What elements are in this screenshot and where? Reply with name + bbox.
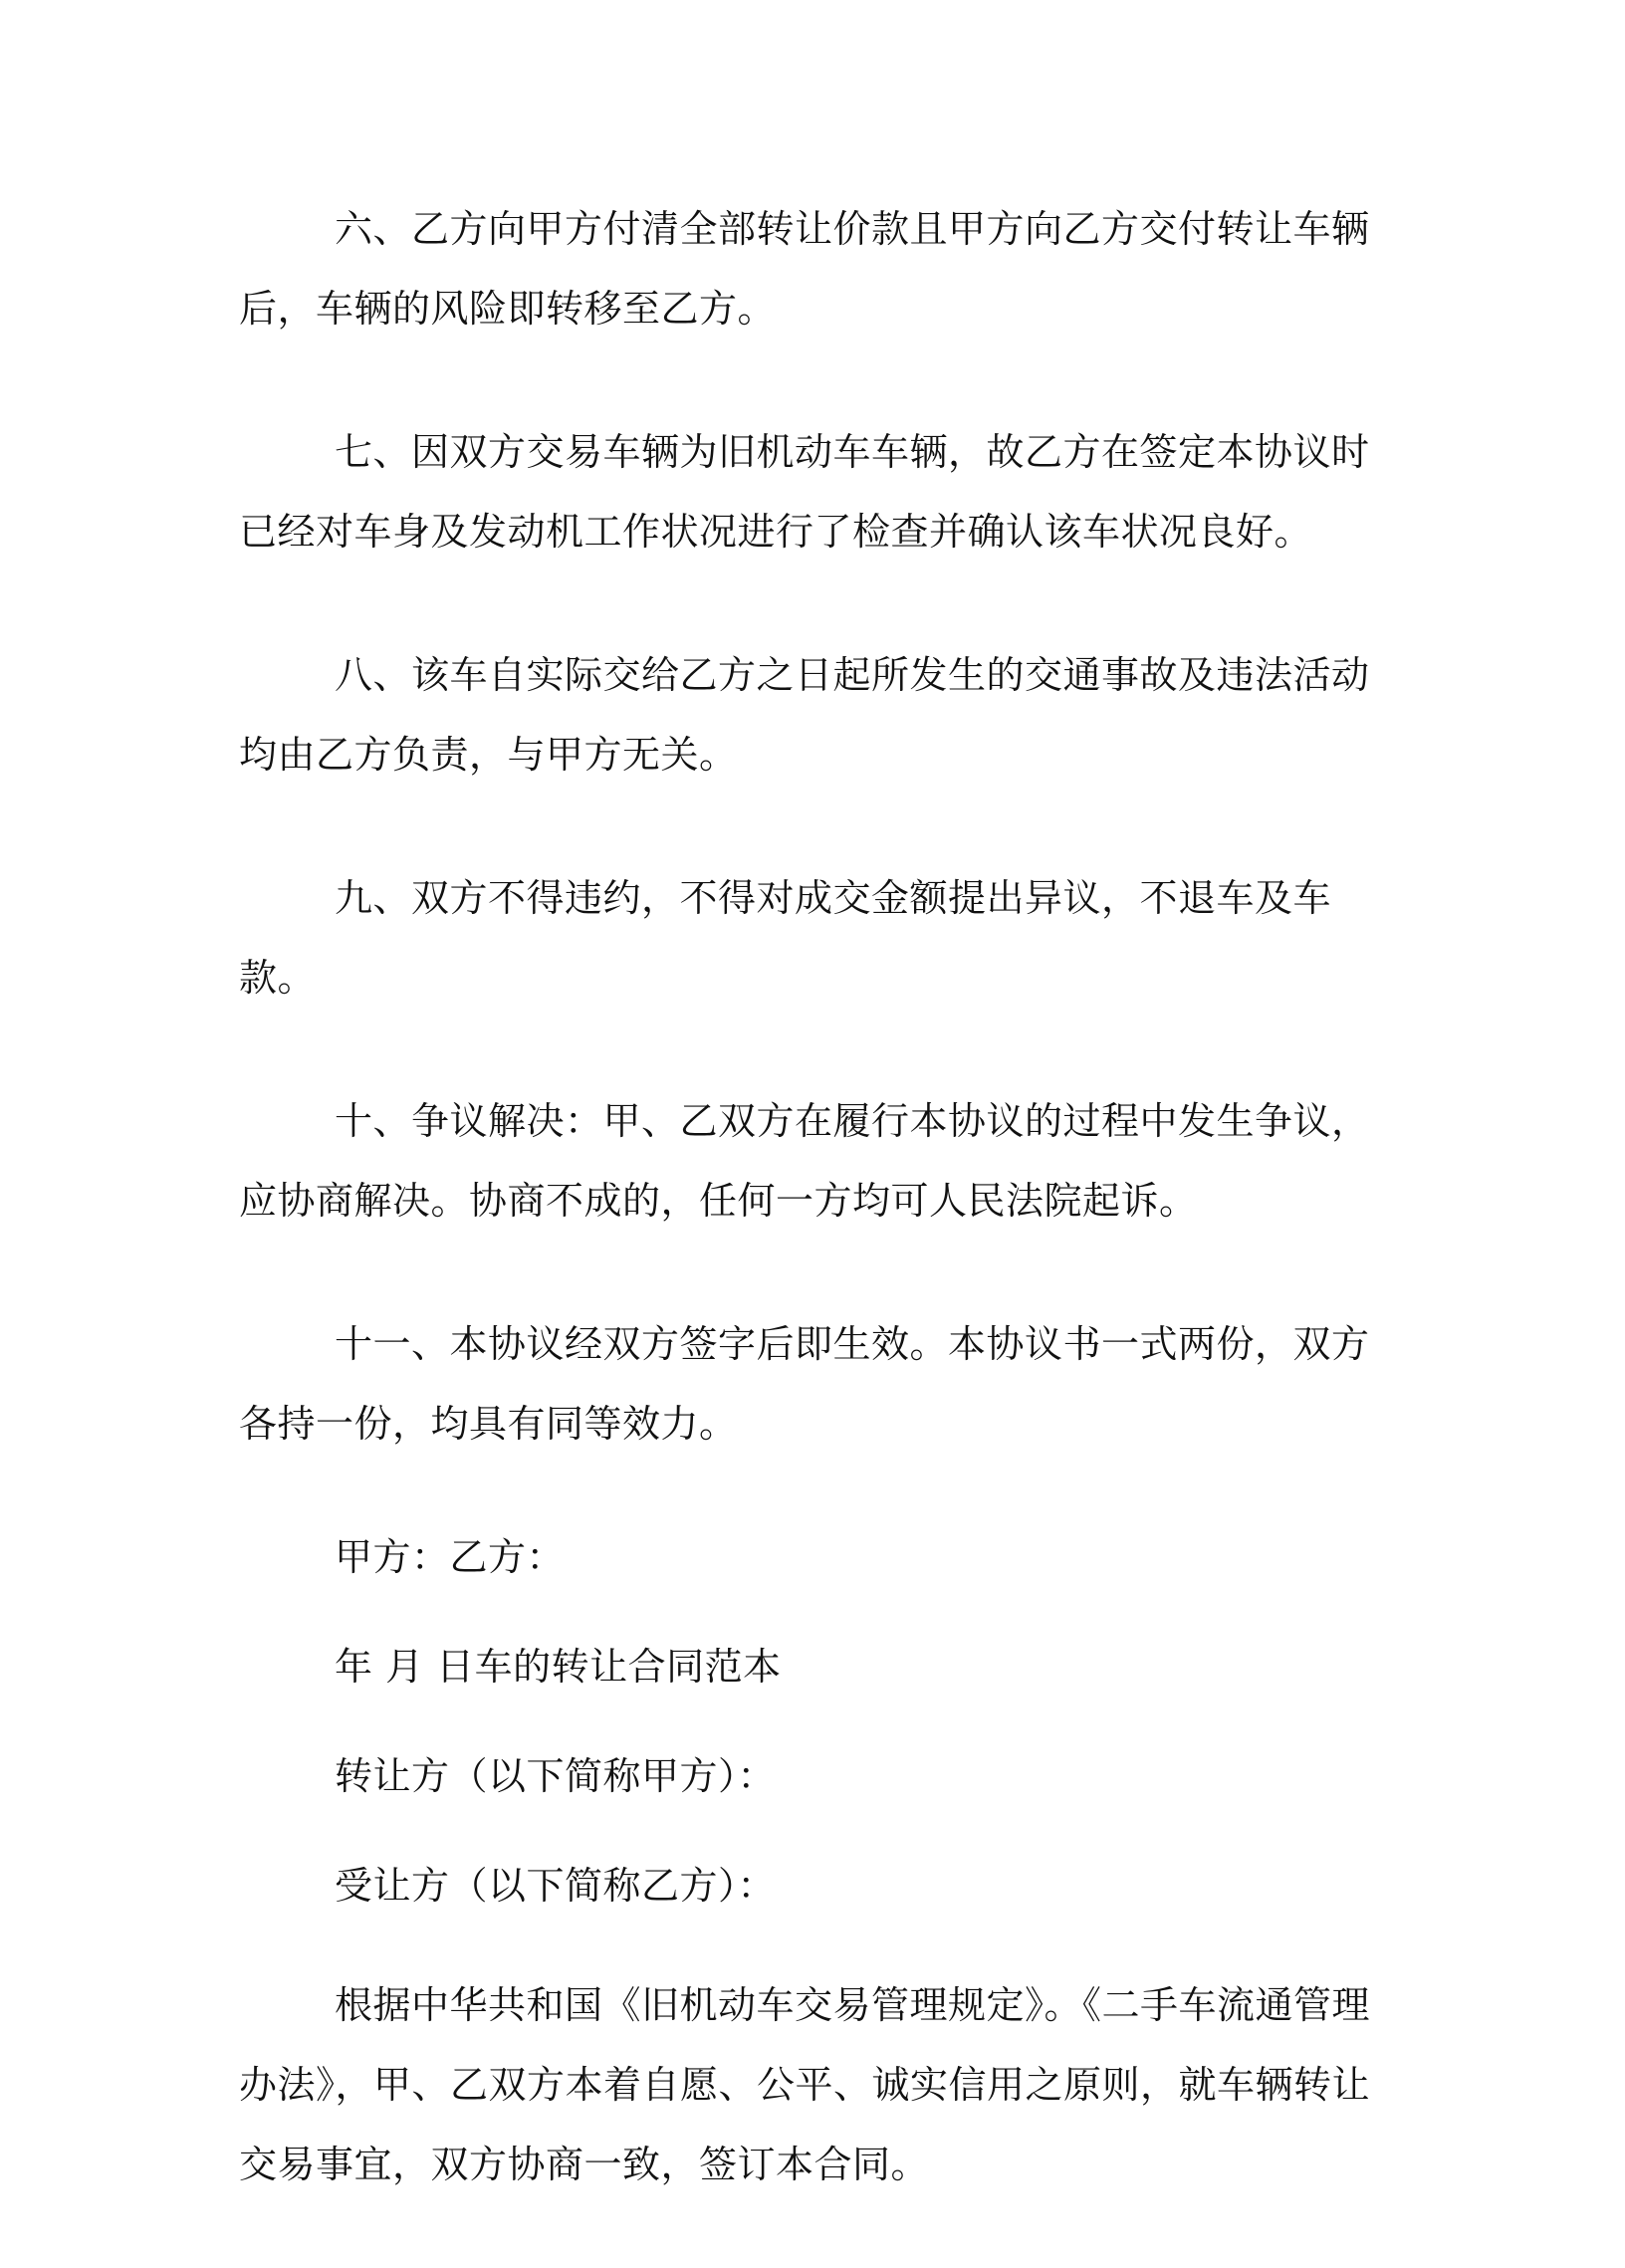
clause-10: 十、争议解决：甲、乙双方在履行本协议的过程中发生争议，应协商解决。协商不成的，任何一方均可人民法院起诉。 [239,1099,1370,1223]
contract-preamble: 根据中华共和国《旧机动车交易管理规定》。《二手车流通管理办法》，甲、乙双方本着自愿、公平、诚实信用之原则，就车辆转让交易事宜，双方协商一致，签订本合同。 [239,1983,1371,2186]
clause-9: 九、双方不得违约，不得对成交金额提出异议，不退车及车款。 [239,876,1332,1000]
clause-6: 六、乙方向甲方付清全部转让价款且甲方向乙方交付转让车辆后，车辆的风险即转移至乙方。 [239,207,1370,331]
transferee-line: 受让方（以下简称乙方）： [335,1864,777,1908]
clause-11: 十一、本协议经双方签字后即生效。本协议书一式两份，双方各持一份，均具有同等效力。 [239,1322,1370,1446]
clause-7: 七、因双方交易车辆为旧机动车车辆，故乙方在签定本协议时已经对车身及发动机工作状况进行了检查并确认该车状况良好。 [239,430,1370,554]
clause-8: 八、该车自实际交给乙方之日起所发生的交通事故及违法活动均由乙方负责，与甲方无关。 [239,653,1370,777]
transferor-line: 转让方（以下简称甲方）： [335,1754,777,1798]
document-body [239,189,1384,2268]
date-and-template-title: 年 月 日车的转让合同范本 [335,1645,782,1689]
signature-parties: 甲方：乙方： [335,1535,566,1579]
